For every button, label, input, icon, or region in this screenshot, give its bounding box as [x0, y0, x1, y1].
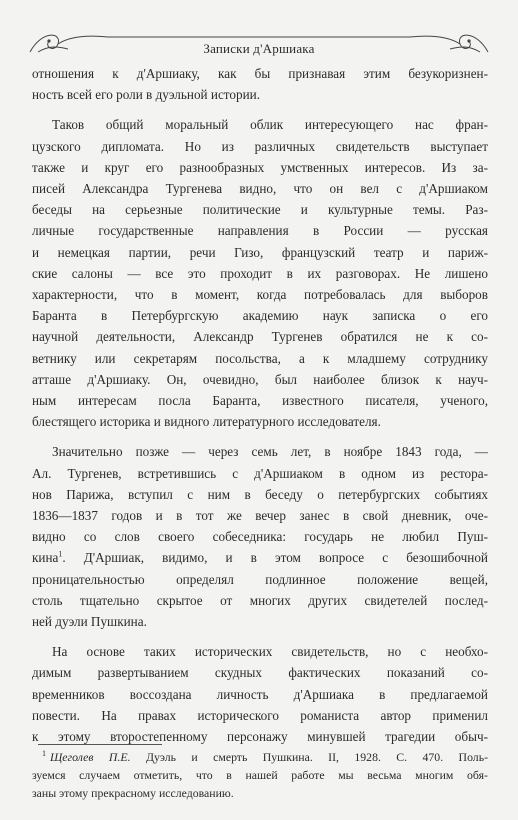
text-line: ным интересам посла Баранта, известного писателя, ученого,	[32, 393, 488, 409]
text-line: Таков общий моральный облик интересующего нас фран-	[52, 117, 488, 133]
text-line: Ал. Тургенев, встретившись с д'Аршиаком в одном из рестора-	[32, 465, 488, 481]
text-line: научной деятельности, Александр Тургенев обратился не к со-	[32, 329, 488, 345]
footnote-line: заны этому прекрасному исследованию.	[32, 786, 234, 800]
footnote-line	[32, 748, 488, 766]
text-line: ней дуэли Пушкина.	[32, 614, 147, 630]
text-line: атташе д'Аршиаку. Он, очевидно, был наиболее близок к науч-	[32, 371, 488, 387]
text-line: также и круг его разнообразных умственных интересов. Из за-	[32, 159, 488, 175]
text-line: отношения к д'Аршиаку, как бы признавая этим безукоризнен-	[32, 66, 488, 81]
text-line: Баранта в Петербургскую академию наук записка о его	[32, 308, 488, 324]
text-line: димым развертыванием скудных фактических показаний со-	[32, 665, 488, 681]
text-line: ские салоны — все это проходит в их разговорах. Не лишено	[32, 265, 488, 281]
text-line: цузского дипломата. Но из различных свидетельств выступает	[32, 138, 488, 154]
footnote-line: зуемся случаем отметить, что в нашей работе мы весьма многим обя-	[32, 768, 488, 782]
text-line: повести. На правах исторического романиста автор применил	[32, 707, 488, 723]
footnote-reference: 1	[58, 550, 63, 560]
text-line: личные государственные направления в России — русская	[32, 223, 488, 239]
text-line: писей Александра Тургенева видно, что он вел с д'Аршиаком	[32, 181, 488, 197]
text-line: к этому второстепенному персонажу минувшей трагедии обыч-	[32, 729, 488, 745]
text-line: проницательностью определял подлинное положение вещей,	[32, 571, 488, 587]
text-line: блестящего историка и видного литературного исследователя.	[32, 414, 381, 430]
footnote-line-text: кина$^1$. Д'Аршиак, видимо, и в этом вопросе с безошибочной	[32, 550, 488, 566]
running-title: Записки д'Аршиака	[203, 41, 315, 56]
text-line: 1836—1837 годов и в тот же вечер занес в свой дневник, оче-	[32, 508, 488, 524]
running-header	[28, 22, 490, 62]
footnote-number: 1	[42, 749, 46, 759]
footnote	[32, 748, 488, 802]
text-line: беседы на серьезные политические и культурные темы. Раз-	[32, 202, 488, 218]
text-line: характерности, что в момент, когда потребовалась для выборов	[32, 287, 488, 303]
text-line: нов Парижа, вступил с ним в беседу о петербургских событиях	[32, 486, 488, 502]
footnote-author: Щеголев П.Е.	[50, 750, 131, 764]
main-text	[32, 63, 488, 747]
footnote-divider	[38, 744, 162, 745]
footnote-text: Дуэль и смерть Пушкина. II, 1928. С. 470. Поль-	[145, 750, 489, 764]
text-line: ветнику или секретарям посольства, а к младшему сотруднику	[32, 350, 488, 366]
text-line: На основе таких исторических свидетельств, но с необхо-	[52, 644, 488, 660]
text-line-with-footnote	[32, 547, 488, 568]
text-line: ность всей его роли в дуэльной истории.	[32, 87, 260, 103]
text-line: Значительно позже — через семь лет, в ноябре 1843 года, —	[52, 444, 488, 460]
text-line: столь тщательно скрытое от многих других свидетелей послед-	[32, 592, 488, 608]
text-line: и немецкая партии, речи Гизо, французский театр и париж-	[32, 244, 488, 260]
text-line: видно со слов своего собеседника: государь не любил Пуш-	[32, 529, 488, 545]
text-line: временников воссоздана личность д'Аршиака в предлагаемой	[32, 686, 488, 702]
